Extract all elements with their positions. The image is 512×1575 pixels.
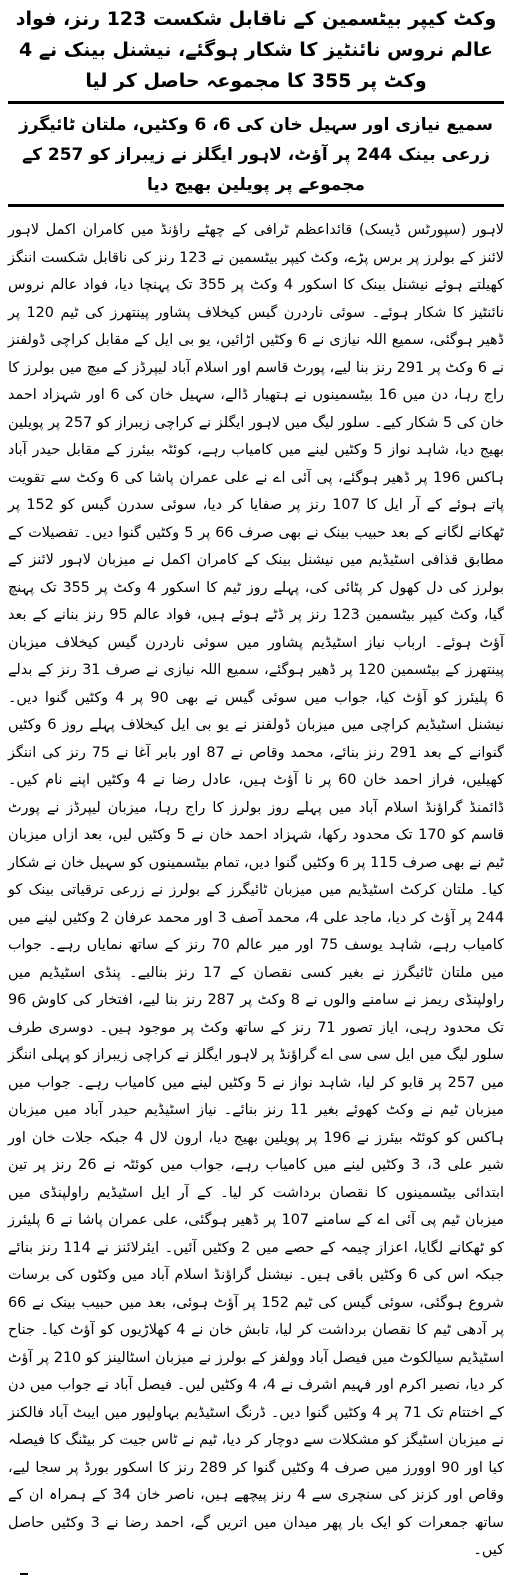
article (8, 0, 504, 1565)
article-subhead: سمیع نیازی اور سہیل خان کی 6، 6 وکٹیں، ملتان ٹائیگرز زرعی بینک 244 پر آؤٹ، لاہور ایگلز نے زیبراز کو 257 کے مجموعے پر پویلین بھیج دیا (18, 115, 494, 195)
subhead-box (8, 101, 504, 207)
end-mark (20, 1573, 28, 1575)
article-body: لاہور (سپورٹس ڈیسک) قائداعظم ٹرافی کے چھٹے راؤنڈ میں کامران اکمل لاہور لائنز کے بولرز پر برس پڑے، وکٹ کیپر بیٹسمین نے 123 رنز کی ناقابل شکست اننگز کھیلتے ہوئے نیشنل بینک کا اسکور 4 وکٹ پر 355 تک پہنچا دیا، فواد عالم نروس نائنٹیز کا شکار ہوئے۔ سوئی ناردرن گیس کیخلاف پشاور پینتھرز کی ٹیم 120 پر ڈھیر ہوگئی، سمیع اللہ نیازی نے 6 وکٹیں اڑائیں، یو بی ایل کے مقابل کراچی ڈولفنز نے 6 وکٹ پر 291 رنز بنا لیے، پورٹ قاسم اور اسلام آباد لیپرڈز کے میچ میں بولرز کا راج رہا، دن میں 16 بیٹسمینوں نے ہتھیار ڈالے، سہیل خان کی 6 اور شہزاد احمد خان کی 5 شکار کیے۔ سلور لیگ میں لاہور ایگلز نے کراچی زیبراز کو 257 پر پویلین بھیج دیا، شاہد نواز 5 وکٹیں لینے میں کامیاب رہے، کوئٹہ بیئرز کے مقابل حیدر آباد ہاکس 196 پر ڈھیر ہوگئے، پی آئی اے نے علی عمران پاشا کی 6 وکٹ سے تقویت پاتے ہوئے کے آر ایل کا 107 رنز پر صفایا کر دیا، سوئی سدرن گیس کو 152 پر ٹھکانے لگانے کے بعد حبیب بینک نے بھی صرف 66 پر 5 وکٹیں گنوا دیں۔ تفصیلات کے مطابق قذافی اسٹیڈیم میں نیشنل بینک کے کامران اکمل نے میزبان لاہور لائنز کے بولرز کی دل کھول کر پٹائی کی، پہلے روز ٹیم کا اسکور 4 وکٹ پر 355 تک پہنچ گیا، وکٹ کیپر بیٹسمین 123 رنز پر ڈٹے ہوئے ہیں، فواد عالم 95 رنز بنانے کے بعد آؤٹ ہوئے۔ ارباب نیاز اسٹیڈیم پشاور میں سوئی ناردرن گیس کیخلاف میزبان پینتھرز کے بیٹسمین 120 پر ڈھیر ہوگئے، سمیع اللہ نیازی نے صرف 31 رنز کے بدلے 6 پلیئرز کو آؤٹ کیا، جواب میں سوئی گیس نے بھی 90 پر 4 وکٹیں گنوا دیں۔ نیشنل اسٹیڈیم کراچی میں میزبان ڈولفنز نے یو بی ایل کیخلاف پہلے روز 6 وکٹیں گنوانے کے بعد 291 رنز بنائے، محمد وقاص نے 87 اور بابر آغا نے 75 رنز کی اننگز کھیلیں، فراز احمد خان 60 پر نا آؤٹ ہیں، عادل رضا نے 4 وکٹیں اپنے نام کیں۔ ڈائمنڈ گراؤنڈ اسلام آباد میں پہلے روز بولرز کا راج رہا، میزبان لیپرڈز نے پورٹ قاسم کو 170 تک محدود رکھا، شہزاد احمد خان نے 5 وکٹیں لیں، بعد ازاں میزبان ٹیم نے بھی صرف 115 پر 6 وکٹیں گنوا دیں، تمام بیٹسمینوں کو سہیل خان نے شکار کیا۔ ملتان کرکٹ اسٹیڈیم میں میزبان ٹائیگرز کے بولرز نے زرعی ترقیاتی بینک کو 244 پر آؤٹ کر دیا، ماجد علی 4، محمد آصف 3 اور محمد عرفان 2 وکٹیں لینے میں کامیاب رہے، شاہد یوسف 75 اور میر عالم 70 رنز کے ساتھ نمایاں رہے۔ جواب میں ملتان ٹائیگرز نے بغیر کسی نقصان کے 17 رنز بنالیے۔ پنڈی اسٹیڈیم میں راولپنڈی ریمز نے سامنے والوں نے 8 وکٹ پر 287 رنز بنا لیے، افتخار کی کاوش 96 تک محدود رہی، ایاز تصور 71 رنز کے ساتھ وکٹ پر موجود ہیں۔ دوسری طرف سلور لیگ میں ایل سی سی اے گراؤنڈ پر لاہور ایگلز نے کراچی زیبراز کو پہلی اننگز میں 257 پر قابو کر لیا، شاہد نواز نے 5 وکٹیں لینے میں کامیاب رہے۔ جواب میں میزبان ٹیم نے وکٹ کھوئے بغیر 11 رنز بنائے۔ نیاز اسٹیڈیم حیدر آباد میں میزبان ہاکس کو کوئٹہ بیئرز نے 196 پر پویلین بھیج دیا، ارون لال 4 جبکہ جلات خان اور شیر علی 3، 3 وکٹیں لینے میں کامیاب رہے، جواب میں کوئٹہ نے 26 رنز پر تین ابتدائی بیٹسمینوں کا نقصان برداشت کر لیا۔ کے آر ایل اسٹیڈیم راولپنڈی میں میزبان ٹیم پی آئی اے کے سامنے 107 پر ڈھیر ہوگئی، علی عمران پاشا نے 6 پلیئرز کو ٹھکانے لگایا، اعزاز چیمہ کے حصے میں 2 وکٹیں آئیں۔ ایئرلائنز نے 114 رنز بنائے جبکہ اس کی 6 وکٹیں باقی ہیں۔ نیشنل گراؤنڈ اسلام آباد میں وکٹوں کی برسات شروع ہوگئی، سوئی گیس کی ٹیم 152 پر آؤٹ ہوئی، بعد میں حبیب بینک نے 66 پر آدھی ٹیم کا نقصان برداشت کر لیا، تابش خان نے 4 کھلاڑیوں کو آؤٹ کیا۔ جناح اسٹیڈیم سیالکوٹ میں فیصل آباد وولفز کے بولرز نے میزبان اسٹالینز کو 210 پر آؤٹ کر دیا، نصیر اکرم اور فہیم اشرف نے 4، 4 وکٹیں لیں۔ فیصل آباد نے جواب میں دن کے اختتام تک 71 پر 4 وکٹیں گنوا دیں۔ ڈرنگ اسٹیڈیم بہاولپور میں ایبٹ آباد فالکنز نے میزبان اسٹیگز کو مشکلات سے دوچار کر دیا، ٹیم نے ٹاس جیت کر بیٹنگ کا فیصلہ کیا اور 90 اوورز میں صرف 4 وکٹیں گنوا کر 289 رنز کا اسکور بورڈ پر سجا لیے، وقاص اور کزنز کی سنچری سے 4 رنز پیچھے ہیں، ناصر خان 34 کے ہمراہ ان کے ساتھ جمعرات کو ایک بار پھر میدان میں اتریں گے، احمد رضا نے 3 وکٹیں حاصل کیں۔ (8, 222, 505, 1558)
article-headline: وکٹ کیپر بیٹسمین کے ناقابل شکست 123 رنز، فواد عالم نروس نائنٹیز کا شکار ہوگئے، نیشنل بینک نے 4 وکٹ پر 355 کا مجموعہ حاصل کر لیا (15, 8, 497, 92)
